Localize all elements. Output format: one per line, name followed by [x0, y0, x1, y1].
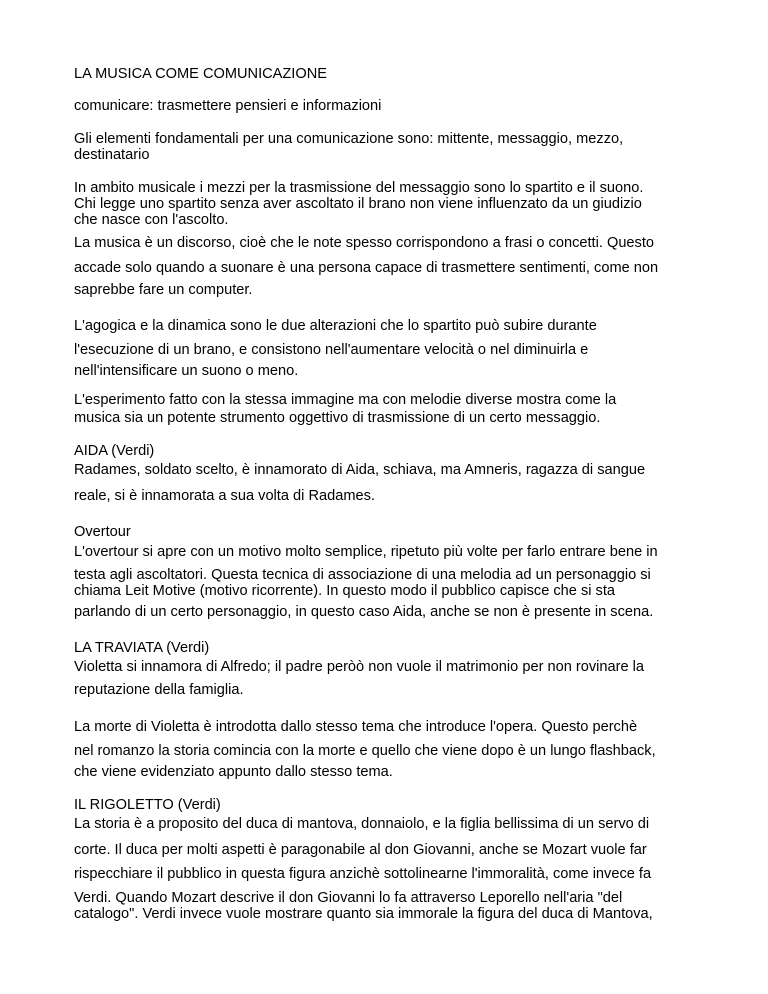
section-heading: AIDA (Verdi)	[74, 443, 155, 459]
section-heading: Overtour	[74, 524, 131, 540]
text-line: L'agogica e la dinamica sono le due alterazioni che lo spartito può subire durante	[74, 318, 597, 334]
text-line: testa agli ascoltatori. Questa tecnica di associazione di una melodia ad un personaggio si	[74, 567, 651, 583]
text-line: L'overtour si apre con un motivo molto semplice, ripetuto più volte per farlo entrare bene in	[74, 544, 658, 560]
text-line: Chi legge uno spartito senza aver ascoltato il brano non viene influenzato da un giudizio	[74, 196, 642, 212]
text-line: corte. Il duca per molti aspetti è paragonabile al don Giovanni, anche se Mozart vuole far	[74, 842, 647, 858]
section-heading: LA TRAVIATA (Verdi)	[74, 640, 210, 656]
text-line: reputazione della famiglia.	[74, 682, 244, 698]
text-line: comunicare: trasmettere pensieri e informazioni	[74, 98, 382, 114]
text-line: che nasce con l'ascolto.	[74, 212, 229, 228]
text-line: La morte di Violetta è introdotta dallo stesso tema che introduce l'opera. Questo perchè	[74, 719, 638, 735]
document-title: LA MUSICA COME COMUNICAZIONE	[74, 66, 327, 82]
text-line: catalogo". Verdi invece vuole mostrare quanto sia immorale la figura del duca di Mantova,	[74, 906, 653, 922]
text-line: musica sia un potente strumento oggettivo di trasmissione di un certo messaggio.	[74, 410, 601, 426]
text-line: In ambito musicale i mezzi per la trasmissione del messaggio sono lo spartito e il suono.	[74, 180, 644, 196]
text-line: La musica è un discorso, cioè che le note spesso corrispondono a frasi o concetti. Questo	[74, 235, 655, 251]
text-line: rispecchiare il pubblico in questa figura anzichè sottolinearne l'immoralità, come invece fa	[74, 866, 652, 882]
text-line: Radames, soldato scelto, è innamorato di Aida, schiava, ma Amneris, ragazza di sangue	[74, 462, 646, 478]
text-line: reale, si è innamorata a sua volta di Radames.	[74, 488, 375, 504]
text-line: chiama Leit Motive (motivo ricorrente). In questo modo il pubblico capisce che si sta	[74, 583, 616, 599]
text-line: parlando di un certo personaggio, in questo caso Aida, anche se non è presente in scena.	[74, 604, 654, 620]
text-line: l'esecuzione di un brano, e consistono nell'aumentare velocità o nel diminuirla e	[74, 342, 589, 358]
text-line: Gli elementi fondamentali per una comunicazione sono: mittente, messaggio, mezzo,	[74, 131, 624, 147]
text-line: nel romanzo la storia comincia con la morte e quello che viene dopo è un lungo flashback,	[74, 743, 656, 759]
text-line: che viene evidenziato appunto dallo stesso tema.	[74, 764, 393, 780]
text-line: destinatario	[74, 147, 150, 163]
text-line: nell'intensificare un suono o meno.	[74, 363, 299, 379]
section-heading: IL RIGOLETTO (Verdi)	[74, 797, 221, 813]
text-line: L'esperimento fatto con la stessa immagine ma con melodie diverse mostra come la	[74, 392, 617, 408]
text-line: accade solo quando a suonare è una persona capace di trasmettere sentimenti, come non	[74, 260, 659, 276]
text-line: Verdi. Quando Mozart descrive il don Giovanni lo fa attraverso Leporello nell'aria "del	[74, 890, 623, 906]
text-line: saprebbe fare un computer.	[74, 282, 253, 298]
text-line: La storia è a proposito del duca di mantova, donnaiolo, e la figlia bellissima di un servo di	[74, 816, 650, 832]
text-line: Violetta si innamora di Alfredo; il padre peròò non vuole il matrimonio per non rovinare la	[74, 659, 645, 675]
